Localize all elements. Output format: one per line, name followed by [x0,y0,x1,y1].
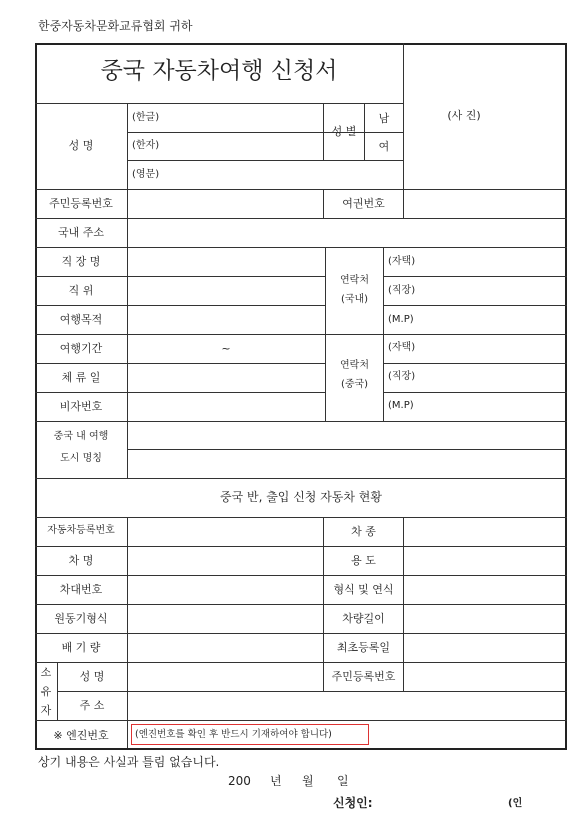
contact-china-home-label: (자택) [388,342,416,353]
owner-label-2: 유 [40,685,52,698]
grid-line [35,604,567,605]
engine-number-label: ※ 엔진번호 [53,729,109,742]
owner-label-3: 자 [40,704,52,717]
grid-line [35,392,325,393]
domestic-address-label: 국내 주소 [57,226,104,239]
grid-line [127,160,404,161]
purpose-label: 여행목적 [59,313,103,326]
contact-mobile-label: (M.P) [388,314,414,325]
grid-line [383,247,384,421]
grid-line [35,633,567,634]
grid-line [383,305,567,306]
vehicle-registration-label: 자동차등록번호 [47,525,115,536]
grid-line [403,517,404,691]
grid-line [35,189,567,190]
name-english-label: (영문) [132,169,160,180]
vehicle-use-label: 용 도 [351,554,376,567]
owner-label-1: 소 [40,666,52,679]
grid-line [35,103,404,104]
grid-line [383,363,567,364]
resident-number-label: 주민등록번호 [49,197,113,210]
grid-line [35,517,567,518]
contact-domestic-sub: (국내) [340,294,369,305]
visa-label: 비자번호 [59,400,103,413]
addressee: 한중자동차문화교류협회 귀하 [38,19,193,33]
grid-line [35,662,567,663]
declaration-text: 상기 내용은 사실과 틀림 없습니다. [38,755,220,769]
grid-line [35,546,567,547]
grid-line [57,691,567,692]
date-year: 200 [228,774,251,788]
engine-number-note-box[interactable] [131,724,369,745]
vehicle-model-year-label: 형식 및 연식 [333,583,394,596]
seal-label: (인 [508,798,523,809]
contact-china-label: 연락처 [340,360,369,371]
cities-label: 중국 내 여행 [53,431,109,442]
photo-placeholder: (사 진) [447,109,481,122]
contact-china-work-label: (직장) [388,371,416,382]
grid-line [35,363,325,364]
grid-line [35,276,325,277]
grid-line [35,305,325,306]
contact-work-label: (직장) [388,285,416,296]
form-title: 중국 자동차여행 신청서 [100,58,338,84]
grid-line [127,449,567,450]
grid-line [35,421,567,422]
applicant-signature-label: 신청인: [333,796,373,810]
grid-line [35,478,567,479]
vehicle-type-label: 차 종 [351,525,376,538]
passport-label: 여권번호 [342,197,385,210]
owner-address-label: 주 소 [79,699,105,712]
contact-domestic-label: 연락처 [340,275,369,286]
owner-name-label: 성 명 [79,670,105,683]
grid-line [325,247,326,421]
contact-home-label: (자택) [388,256,416,267]
grid-line [127,103,128,478]
grid-line [383,276,567,277]
grid-line [35,575,567,576]
position-label: 직 위 [68,284,94,297]
grid-line [35,334,567,335]
period-separator: ~ [221,342,231,355]
grid-line [383,392,567,393]
vehicle-first-registration-label: 최초등록일 [336,641,391,654]
vehicle-chassis-label: 차대번호 [59,583,103,596]
name-label: 성 명 [68,139,94,152]
vehicle-displacement-label: 배 기 량 [61,641,101,654]
owner-resident-label: 주민등록번호 [331,670,396,683]
vehicle-section-title: 중국 반, 출입 신청 자동차 현황 [220,490,382,504]
date-year-unit: 년 [270,774,282,788]
date-day-unit: 일 [337,774,349,788]
gender-female[interactable]: 여 [378,140,390,153]
contact-china-mobile-label: (M.P) [388,400,414,411]
grid-line [403,189,404,218]
period-label: 여행기간 [59,342,103,355]
engine-number-note: (엔진번호를 확인 후 반드시 기재하여야 합니다) [135,729,332,740]
gender-label: 성 별 [331,125,357,138]
date-month-unit: 월 [302,774,314,788]
grid-line [35,247,567,248]
vehicle-length-label: 차량길이 [342,612,385,625]
stay-days-label: 체 류 일 [61,371,101,384]
grid-line [35,218,567,219]
grid-line [127,517,128,748]
workplace-label: 직 장 명 [61,255,101,268]
vehicle-engine-type-label: 원동기형식 [54,612,108,625]
cities-label-sub: 도시 명칭 [60,453,102,464]
gender-male[interactable]: 남 [378,112,390,125]
name-korean-label: (한글) [132,112,160,123]
name-hanja-label: (한자) [132,140,160,151]
contact-china-sub: (중국) [340,379,369,390]
grid-line [364,132,404,133]
vehicle-name-label: 차 명 [68,554,94,567]
grid-line [35,720,567,721]
grid-line [323,517,324,691]
